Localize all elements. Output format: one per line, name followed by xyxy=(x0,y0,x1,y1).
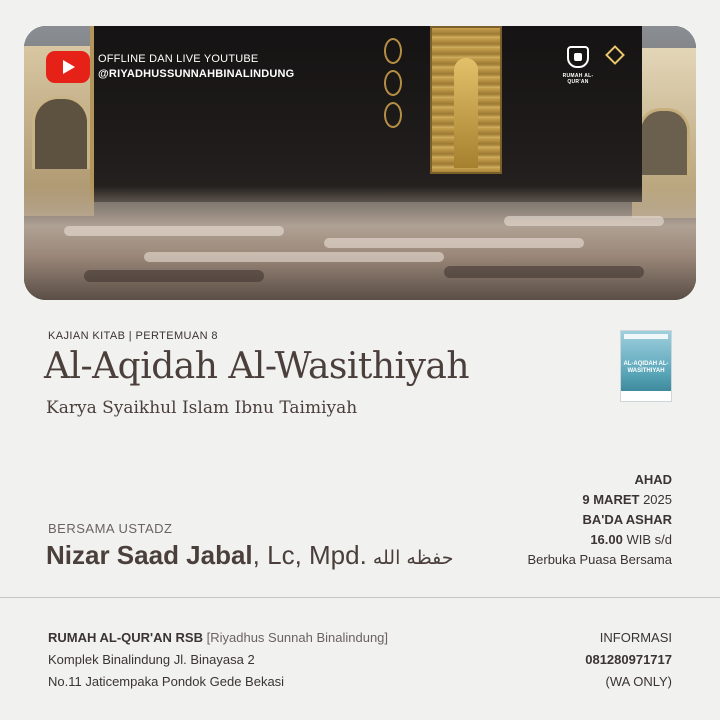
arch xyxy=(638,108,690,175)
speaker-honorific: حفظه الله xyxy=(372,547,454,569)
book-base-band xyxy=(621,391,671,401)
schedule xyxy=(527,470,672,570)
crowd-streak xyxy=(144,252,444,262)
venue-address-1: Komplek Binalindung Jl. Binayasa 2 xyxy=(48,652,255,667)
contact-phone: 081280971717 xyxy=(585,652,672,667)
diamond-icon xyxy=(605,45,625,65)
kaaba-door xyxy=(430,26,502,174)
book-cover-title: AL-AQIDAH AL-WASITHIYAH xyxy=(623,361,669,374)
book-cover xyxy=(620,330,672,402)
event-subtitle: Karya Syaikhul Islam Ibnu Taimiyah xyxy=(46,398,358,418)
schedule-day: AHAD xyxy=(634,472,672,487)
schedule-time-suffix: WIB s/d xyxy=(626,532,672,547)
house-book-icon xyxy=(567,46,589,68)
contact-note: (WA ONLY) xyxy=(605,674,672,689)
schedule-closing: Berbuka Puasa Bersama xyxy=(527,552,672,567)
event-series: KAJIAN KITAB | PERTEMUAN 8 xyxy=(48,330,218,342)
schedule-time-line xyxy=(527,530,672,550)
stream-mode: OFFLINE DAN LIVE YOUTUBE xyxy=(98,53,259,65)
venue-org-sub: [Riyadhus Sunnah Binalindung] xyxy=(206,630,389,645)
kiswah-ornament xyxy=(384,70,402,96)
venue-org: RUMAH AL-QUR'AN RSB xyxy=(48,630,203,645)
contact xyxy=(585,627,672,693)
rsb-logo-name: RUMAH AL-QUR'AN xyxy=(562,73,594,85)
stream-info xyxy=(98,52,294,82)
schedule-time-label: BA'DA ASHAR xyxy=(582,512,672,527)
crowd-shadow xyxy=(444,266,644,278)
schedule-date-line xyxy=(527,490,672,510)
venue xyxy=(48,627,388,693)
crowd-streak xyxy=(504,216,664,226)
speaker-degree: , Lc, Mpd. xyxy=(252,540,367,570)
schedule-date: 9 MARET xyxy=(582,492,640,507)
venue-address-2: No.11 Jaticempaka Pondok Gede Bekasi xyxy=(48,674,285,689)
speaker-name: Nizar Saad Jabal xyxy=(46,540,253,570)
kiswah-ornament xyxy=(384,38,402,64)
play-icon xyxy=(63,60,75,74)
crowd-streak xyxy=(324,238,584,248)
kaaba-edge xyxy=(90,26,94,202)
youtube-handle: @RIYADHUSSUNNAHBINALINDUNG xyxy=(98,68,295,80)
rumah-al-quran-logo xyxy=(552,46,604,94)
kiswah-ornament xyxy=(384,102,402,128)
crowd-shadow xyxy=(84,270,264,282)
venue-org-line xyxy=(48,627,388,649)
crowd-motion-blur xyxy=(24,186,696,300)
youtube-icon xyxy=(46,51,90,83)
contact-label: INFORMASI xyxy=(599,630,672,645)
schedule-year: 2025 xyxy=(643,492,672,507)
door-panel xyxy=(454,58,478,168)
schedule-time: 16.00 xyxy=(590,532,623,547)
event-title: Al-Aqidah Al-Wasithiyah xyxy=(44,346,470,387)
speaker-line xyxy=(46,540,454,571)
book-top-band xyxy=(624,334,668,339)
arch xyxy=(32,96,90,169)
partner-logo xyxy=(606,48,624,72)
hero-photo xyxy=(24,26,696,300)
crowd-streak xyxy=(64,226,284,236)
speaker-label: BERSAMA USTADZ xyxy=(48,521,173,536)
divider xyxy=(0,597,720,598)
